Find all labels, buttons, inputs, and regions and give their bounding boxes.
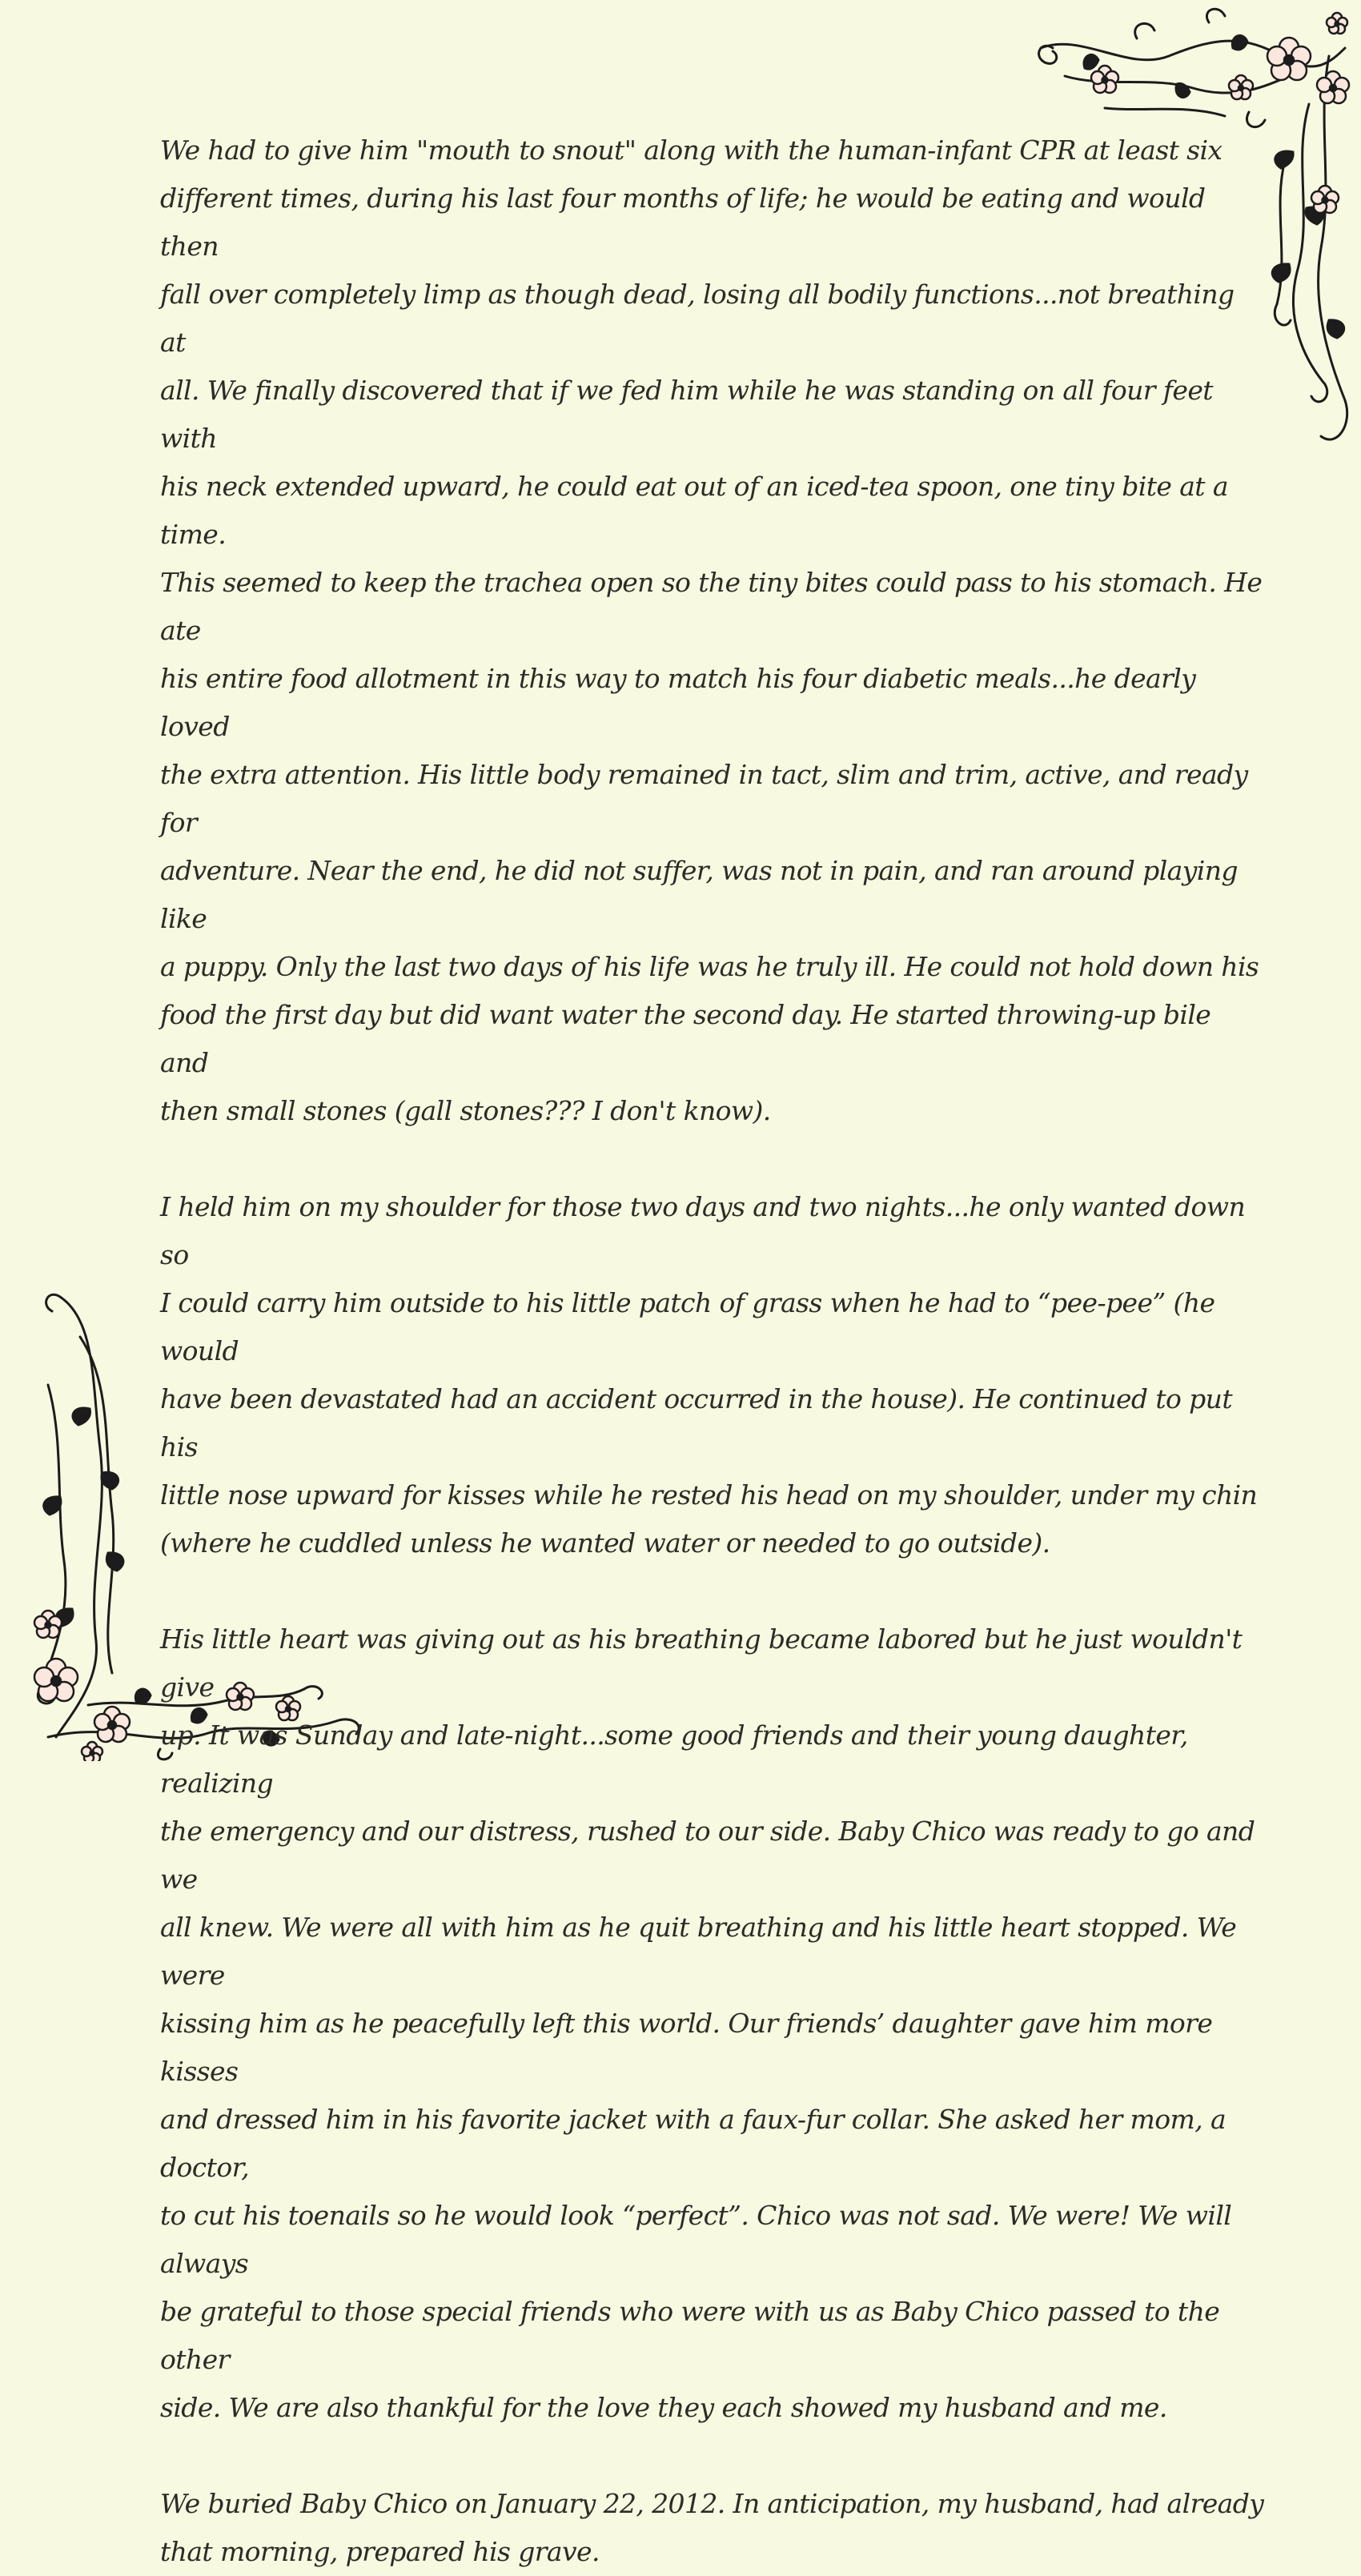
paragraph-2: I held him on my shoulder for those two days and two nights...he only wanted down so I could carry him outside to his little patch of grass when he had to “pee-pee” (he would have been devastated had an accident occurred in the house). He continued to put his little nose upward for kisses while he rested his head on my shoulder, under my chin (where he cuddled unless he wanted water or needed to go outside). (160, 1191, 1258, 1559)
paragraph-4: We buried Baby Chico on January 22, 2012. In anticipation, my husband, had already that morning, prepared his grave. (160, 2488, 1264, 2567)
body-text (160, 126, 1265, 2576)
paragraph-3: His little heart was giving out as his breathing became labored but he just wouldn't give up. It was Sunday and late-night...some good friends and their young daughter, realizing the emergency and our distress, rushed to our side. Baby Chico was ready to go and we all knew. We were all with him as he quit breathing and his little heart stopped. We were kissing him as he peacefully left this world. Our friends’ daughter gave him more kisses and dressed him in his favorite jacket with a faux-fur collar. She asked her mom, a doctor, to cut his toenails so he would look “perfect”. Chico was not sad. We were! We will always be grateful to those special friends who were with us as Baby Chico passed to the other side. We are also thankful for the love they each showed my husband and me. (160, 1623, 1255, 2423)
paragraph-1: We had to give him "mouth to snout" along with the human-infant CPR at least six different times, during his last four months of life; he would be eating and would then fall over completely limp as though dead, losing all bodily functions...not breathing at all. We finally discovered that if we fed him while he was standing on all four feet with his neck extended upward, he could eat out of an iced-tea spoon, one tiny bite at a time. This seemed to keep the trachea open so the tiny bites could pass to his stomach. He ate his entire food allotment in this way to match his four diabetic meals...he dearly loved the extra attention. His little body remained in tact, slim and trim, active, and ready for adventure. Near the end, he did not suffer, was not in pain, and ran around playing like a puppy. Only the last two days of his life was he truly ill. He could not hold down his food the first day but did want water the second day. He started throwing-up bile and then small stones (gall stones??? I don't know). (160, 134, 1263, 1126)
